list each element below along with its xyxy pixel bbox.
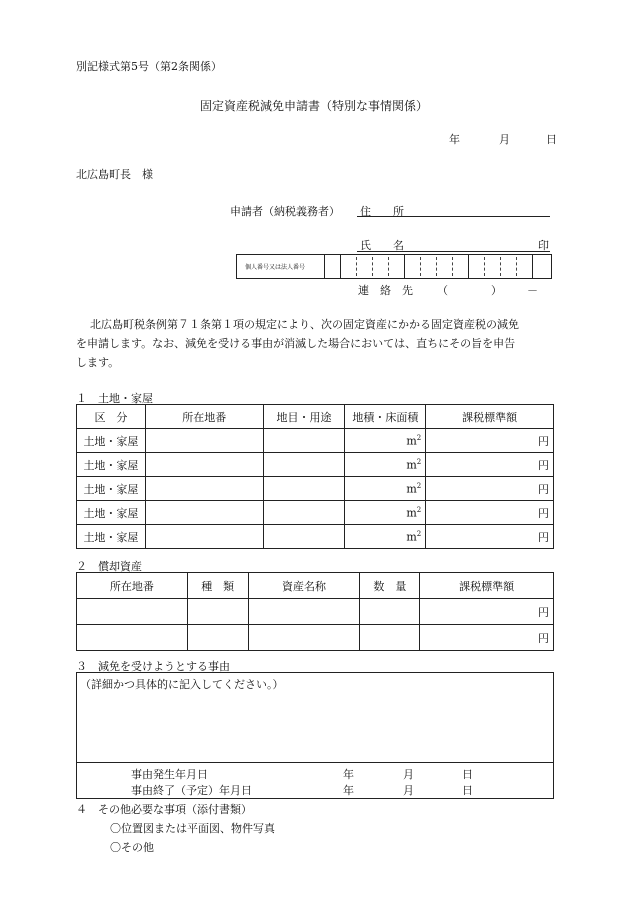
occurred-year: 年 [343, 768, 354, 781]
date-month-label: 月 [499, 133, 510, 146]
depreciable-assets-table [76, 572, 554, 651]
asset-name-cell[interactable] [248, 625, 360, 651]
tax-base-cell[interactable]: 円 [426, 525, 554, 549]
land-building-table [76, 404, 554, 549]
table-header-row [77, 573, 554, 599]
tax-base-cell[interactable]: 円 [426, 453, 554, 477]
table-row: 土地・家屋 $m^2$ 円 [77, 453, 554, 477]
location-cell[interactable] [77, 625, 188, 651]
area-cell[interactable]: $m^2$ [345, 453, 426, 477]
tax-base-cell[interactable]: 円 [426, 477, 554, 501]
body-text-line3: します。 [76, 356, 120, 369]
end-month: 月 [403, 784, 414, 797]
form-number: 別記様式第5号（第2条関係） [76, 60, 222, 73]
contact-label: 連 絡 先 [358, 284, 413, 297]
table-row: 土地・家屋 $m^2$ 円 [77, 429, 554, 453]
type-cell[interactable] [187, 625, 248, 651]
body-text-line1: 北広島町税条例第７１条第１項の規定により、次の固定資産にかかる固定資産税の減免 [90, 318, 519, 331]
table-row: 土地・家屋 $m^2$ 円 [77, 525, 554, 549]
header-land-use: 地目・用途 [263, 405, 345, 429]
applicant-label: 申請者（納税義務者） [230, 205, 340, 218]
id-number-label: 個人番号又は法人番号 [245, 264, 306, 271]
occurred-day: 日 [462, 768, 473, 781]
section3-heading: ３ 減免を受けようとする事由 [76, 660, 230, 673]
quantity-cell[interactable] [360, 625, 420, 651]
address-label: 住 所 [360, 205, 404, 218]
location-cell[interactable] [145, 525, 263, 549]
header-tax-base: 課税標準額 [426, 405, 554, 429]
header-location: 所在地番 [145, 405, 263, 429]
header-location: 所在地番 [77, 573, 188, 599]
attachment-item: 〇その他 [110, 841, 154, 854]
tax-base-cell[interactable]: 円 [426, 429, 554, 453]
location-cell[interactable] [77, 599, 188, 625]
document-title: 固定資産税減免申請書（特別な事情関係） [200, 99, 429, 113]
land-use-cell[interactable] [263, 429, 345, 453]
area-cell[interactable]: $m^2$ [345, 477, 426, 501]
name-label: 氏 名 [360, 239, 404, 252]
area-cell[interactable]: $m^2$ [345, 501, 426, 525]
reason-instruction: （詳細かつ具体的に記入してください。） [80, 678, 284, 691]
section4-heading: ４ その他必要な事項（添付書類） [76, 803, 252, 816]
area-cell[interactable]: $m^2$ [345, 525, 426, 549]
quantity-cell[interactable] [360, 599, 420, 625]
tax-base-cell[interactable]: 円 [426, 501, 554, 525]
date-year-label: 年 [449, 133, 460, 146]
land-use-cell[interactable] [263, 525, 345, 549]
header-area: 地積・床面積 [345, 405, 426, 429]
area-cell[interactable]: $m^2$ [345, 429, 426, 453]
section1-heading: １ 土地・家屋 [76, 392, 153, 405]
end-year: 年 [343, 784, 354, 797]
attachment-item: 〇位置図または平面図、物件写真 [110, 822, 275, 835]
contact-open-paren: （ [437, 284, 448, 297]
contact-close-paren: ） [491, 284, 502, 297]
end-date-label: 事由終了（予定）年月日 [131, 784, 252, 797]
section2-heading: ２ 償却資産 [76, 560, 142, 573]
location-cell[interactable] [145, 429, 263, 453]
contact-dash: － [527, 284, 538, 297]
seal-mark: 印 [538, 239, 549, 252]
addressee: 北広島町長 様 [76, 168, 153, 181]
land-use-cell[interactable] [263, 453, 345, 477]
address-field[interactable] [357, 216, 550, 217]
land-use-cell[interactable] [263, 477, 345, 501]
occurred-date-label: 事由発生年月日 [131, 768, 208, 781]
asset-name-cell[interactable] [248, 599, 360, 625]
occurred-month: 月 [403, 768, 414, 781]
header-asset-name: 資産名称 [248, 573, 360, 599]
header-quantity: 数 量 [360, 573, 420, 599]
table-row: 土地・家屋 $m^2$ 円 [77, 501, 554, 525]
table-row [77, 625, 554, 651]
tax-base-cell[interactable]: 円 [420, 625, 554, 651]
table-row [77, 599, 554, 625]
date-day-label: 日 [546, 133, 557, 146]
type-cell[interactable] [187, 599, 248, 625]
table-row: 土地・家屋 $m^2$ 円 [77, 477, 554, 501]
end-day: 日 [462, 784, 473, 797]
header-type: 種 類 [187, 573, 248, 599]
location-cell[interactable] [145, 477, 263, 501]
name-field[interactable] [357, 251, 550, 252]
location-cell[interactable] [145, 453, 263, 477]
body-text-line2: を申請します。なお、減免を受ける事由が消滅した場合においては、直ちにその旨を申告 [76, 337, 516, 350]
table-header-row [77, 405, 554, 429]
location-cell[interactable] [145, 501, 263, 525]
header-category: 区 分 [77, 405, 146, 429]
header-tax-base: 課税標準額 [420, 573, 554, 599]
land-use-cell[interactable] [263, 501, 345, 525]
tax-base-cell[interactable]: 円 [420, 599, 554, 625]
